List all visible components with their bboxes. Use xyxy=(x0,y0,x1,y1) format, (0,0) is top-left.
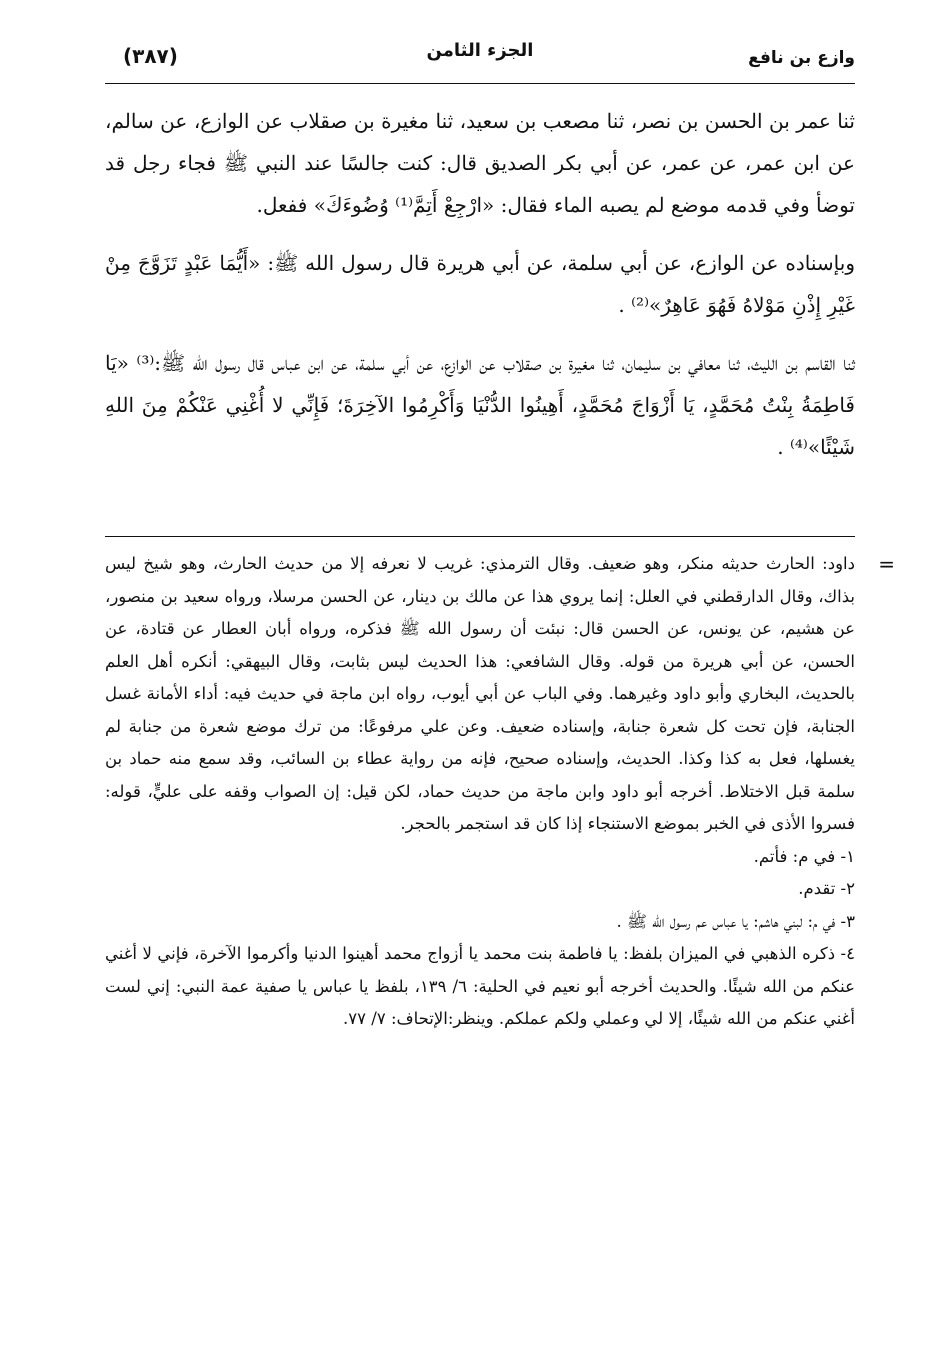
footnote-4: ٤- ذكره الذهبي في الميزان بلفظ: يا فاطمة بنت محمد يا أزواج محمد أهينوا الدنيا وأكرموا الآخرة، فإني لا أغني عنكم من الله شيئًا. والحديث أخرجه أبو نعيم في الحلية: ٦/ ١٣٩، بلفظ يا عباس يا صفية عمة النبي: إني لست أغني عنكم من الله شيئًا، إلا لي وعملي ولكم عملكم. وينظر:الإتحاف: ٧/ ٧٧. xyxy=(105,944,856,1028)
footnote-2: ٢- تقدم. xyxy=(798,879,855,898)
continuation-mark: = xyxy=(878,552,895,576)
header-rule xyxy=(105,83,855,84)
running-title: وازع بن نافع xyxy=(748,48,855,68)
page-header xyxy=(105,38,855,82)
footnotes xyxy=(105,548,895,1036)
continuation-text: داود: الحارث حديثه منكر، وهو ضعيف. وقال الترمذي: غريب لا نعرفه إلا من حديث الحارث، وهو شيخ ليس بذاك، وقال الدارقطني في العلل: إنما يروي هذا عن مالك بن دينار، عن الحسن مرسلا، ورواه سعيد بن منصور، عن هشيم، عن يونس، عن الحسن قال: نبئت أن رسول الله ﷺ فذكره، ورواه أبان العطار عن قتادة، عن الحسن، عن أبي هريرة من قوله. وقال الشافعي: هذا الحديث ليس بثابت، وقال البيهقي: أنكره أهل العلم بالحديث، البخاري وأبو داود وغيرهما. وفي الباب عن أبي أيوب، رواه ابن ماجة في حديث فيه: أداء الأمانة غسل الجنابة، فإن تحت كل شعرة جنابة، وإسناده ضعيف. وعن علي مرفوعًا: من ترك موضع شعرة من جنابة لم يغسلها، فعل به كذا وكذا. الحديث، وإسناده صحيح، فإنه من رواية عطاء بن السائب، وقد سمع منه حماد بن سلمة قبل الاختلاط. أخرجه أبو داود وابن ماجة من حديث حماد، لكن قيل: إن الصواب وقفه على عليٍّ، قوله: فسروا الأذى في الخبر بموضع الاستنجاء إذا كان قد استجمر بالحجر. xyxy=(105,554,855,833)
hadith-paragraph: وبإسناده عن الوازع، عن أبي سلمة، عن أبي هريرة قال رسول الله ﷺ: «أَيُّمَا عَبْدٍ تَزَوَّجَ مِنْ غَيْرِ إِذْنِ مَوْلاهُ فَهُوَ عَاهِرٌ»⁽²⁾ . xyxy=(105,251,855,317)
footnote-separator xyxy=(105,536,855,537)
footnote-3: ٣- في م: لبني هاشم: يا عباس عم رسول الله ﷺ . xyxy=(616,911,855,931)
main-text xyxy=(105,100,855,484)
footnote-continuation xyxy=(105,548,895,841)
hadith-paragraph: ثنا عمر بن الحسن بن نصر، ثنا مصعب بن سعيد، ثنا مغيرة بن صقلاب عن الوازع، عن سالم، عن ابن عمر، عن عمر، عن أبي بكر الصديق قال: كنت جالسًا عند النبي ﷺ فجاء رجل قد توضأ وفي قدمه موضع لم يصبه الماء فقال: «ارْجِعْ أَتِمَّ⁽¹⁾ وُضُوءَكَ» ففعل. xyxy=(105,109,855,217)
page-number: (٣٨٧) xyxy=(123,44,178,68)
footnote-1: ١- في م: فأتم. xyxy=(753,846,855,866)
volume-title: الجزء الثامن xyxy=(426,40,534,61)
hadith-paragraph: ثنا القاسم بن الليث، ثنا معافي بن سليمان، ثنا مغيرة بن صقلاب عن الوازع، عن أبي سلمة، عن ابن عباس قال رسول الله ﷺ:⁽³⁾ «يَا فَاطِمَةُ بِنْتُ مُحَمَّدٍ، يَا أَزْوَاجَ مُحَمَّدٍ، أَهِينُوا الدُّنْيَا وَأَكْرِمُوا الآخِرَةَ؛ فَإِنِّي لا أُغْنِي عَنْكُمْ مِنَ اللهِ شَيْئًا»⁽⁴⁾ . xyxy=(105,351,855,459)
